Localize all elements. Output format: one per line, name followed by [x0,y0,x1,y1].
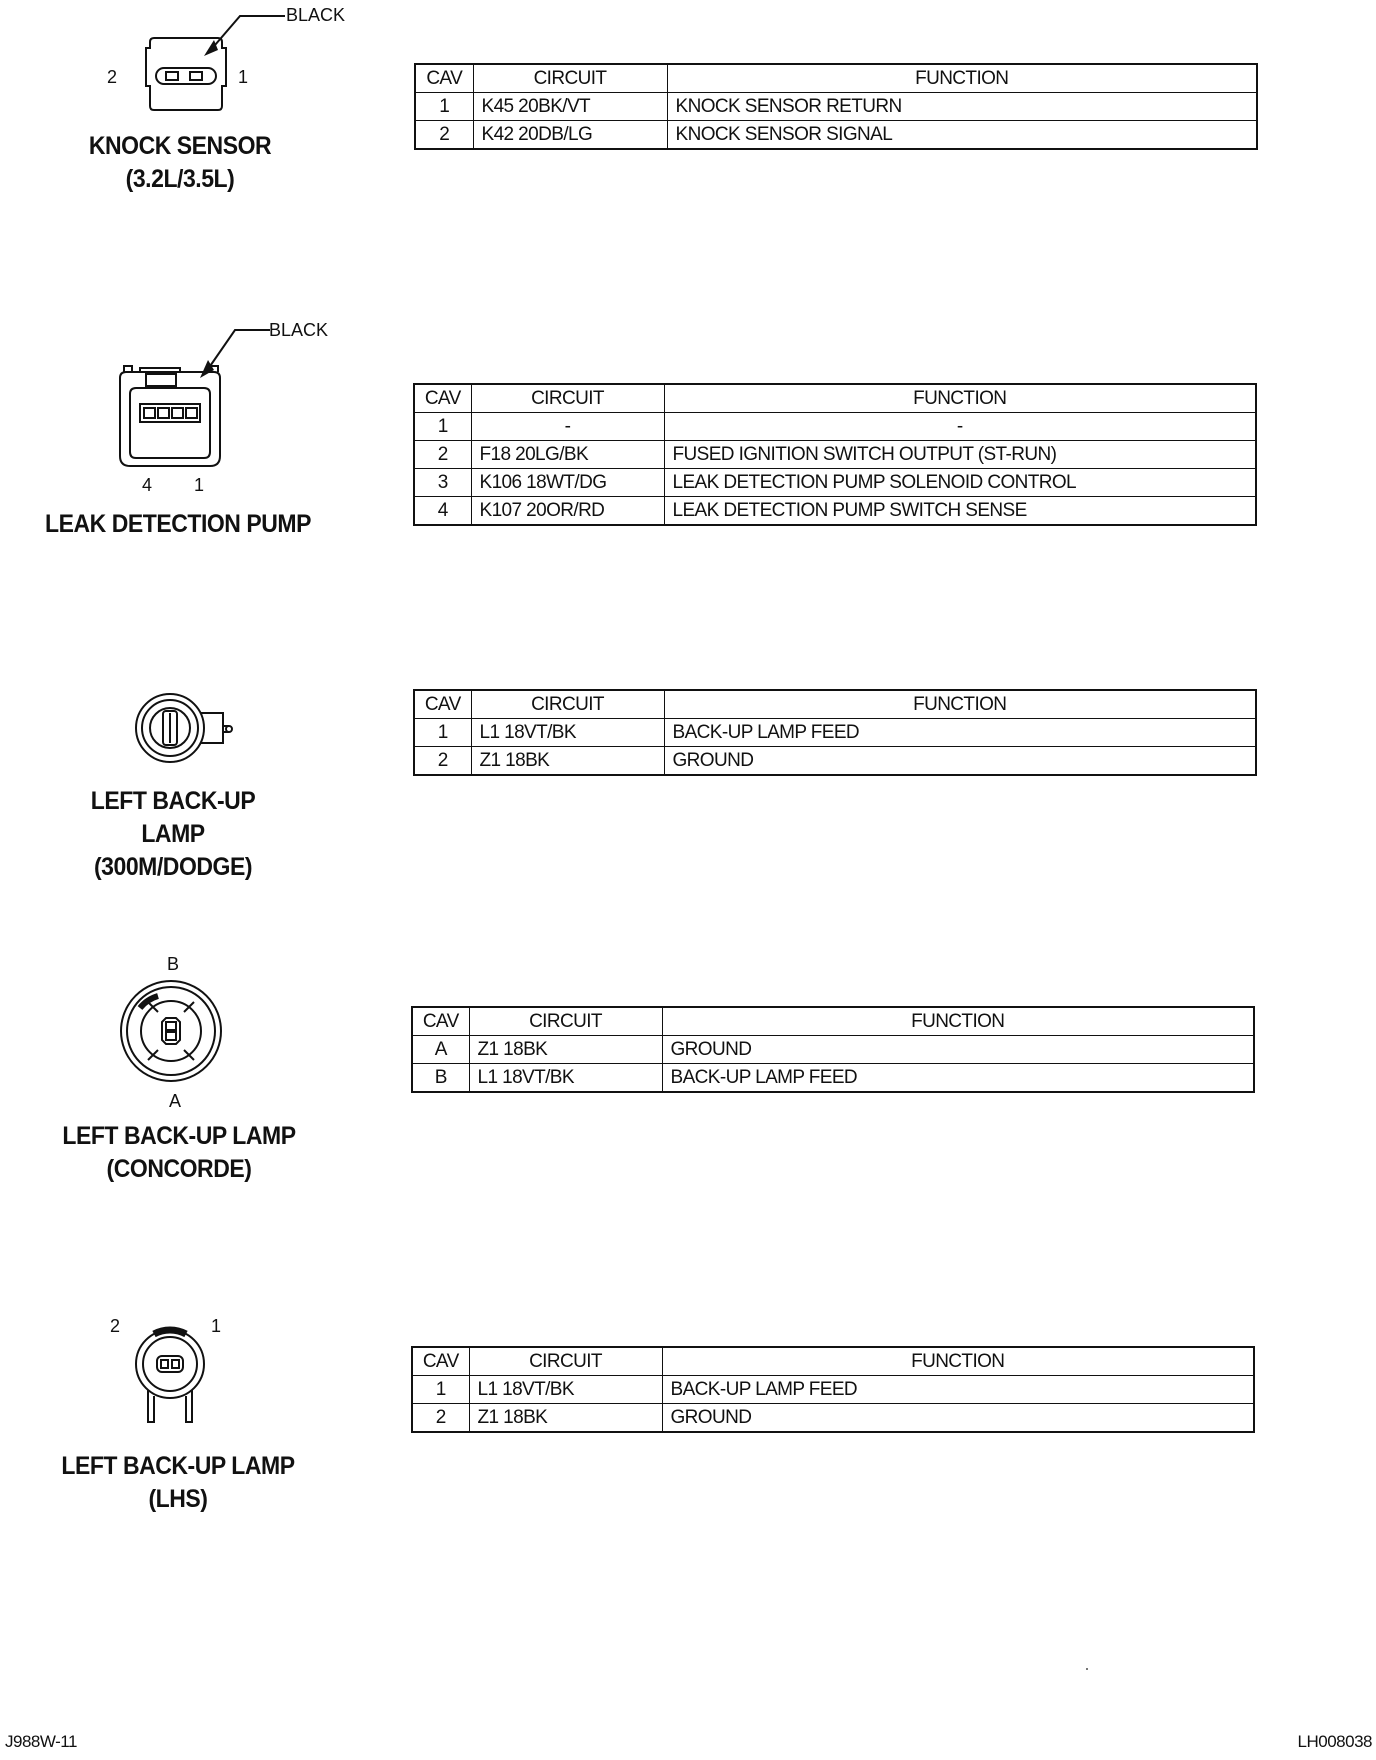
cell-cav: 2 [412,1404,469,1433]
header-function: FUNCTION [667,64,1257,93]
title-line: LEAK DETECTION PUMP [45,510,311,538]
header-function: FUNCTION [662,1347,1254,1376]
pin-label-right: 1 [238,67,249,87]
cell-function: KNOCK SENSOR SIGNAL [667,121,1257,150]
pin-label-right: 1 [211,1316,222,1336]
pin-label-right: 1 [194,475,205,495]
cell-cav: A [412,1036,469,1064]
bulb-socket-connector-icon [125,685,245,775]
title-line: LEFT BACK-UP LAMP [61,1452,295,1480]
cell-circuit: L1 18VT/BK [469,1376,662,1404]
title-line: LAMP [141,820,205,848]
cell-cav: 2 [415,121,473,150]
cell-function: LEAK DETECTION PUMP SOLENOID CONTROL [664,469,1256,497]
pin-label-left: 4 [142,475,153,495]
table-row [414,441,1256,469]
header-cav: CAV [412,1347,469,1376]
header-cav: CAV [415,64,473,93]
header-function: FUNCTION [662,1007,1254,1036]
table-row [414,719,1256,747]
cell-cav: B [412,1064,469,1093]
table-header-row [414,690,1256,719]
cell-circuit: L1 18VT/BK [469,1064,662,1093]
table-row [415,121,1257,150]
table-row [412,1064,1254,1093]
cell-cav: 1 [414,719,471,747]
cell-circuit: Z1 18BK [469,1036,662,1064]
cell-circuit: L1 18VT/BK [471,719,664,747]
cell-function: GROUND [662,1036,1254,1064]
cell-circuit: K107 20OR/RD [471,497,664,526]
header-cav: CAV [414,384,471,413]
connector-title [35,785,311,884]
header-circuit: CIRCUIT [471,690,664,719]
header-circuit: CIRCUIT [469,1007,662,1036]
cell-cav: 1 [412,1376,469,1404]
table-row [414,497,1256,526]
footer-figure-id: J988W-11 [5,1732,77,1751]
table-header-row [412,1347,1254,1376]
connector-color-label: BLACK [269,320,329,340]
table-row [412,1404,1254,1433]
cell-cav: 1 [415,93,473,121]
lamp-socket-connector-icon [126,1316,216,1426]
cell-function: BACK-UP LAMP FEED [662,1376,1254,1404]
cell-cav: 1 [414,413,471,441]
header-cav: CAV [412,1007,469,1036]
header-circuit: CIRCUIT [469,1347,662,1376]
cell-circuit: Z1 18BK [469,1404,662,1433]
table-row [414,469,1256,497]
connector-title [41,1120,317,1186]
connector-title [42,130,318,196]
header-function: FUNCTION [664,690,1256,719]
pinout-table [411,1006,1255,1093]
header-function: FUNCTION [664,384,1256,413]
pin-label-top: B [167,954,180,974]
pinout-table [414,63,1258,150]
table-row [414,747,1256,776]
connector-title [40,508,316,541]
cell-circuit: K106 18WT/DG [471,469,664,497]
pin-label-left: 2 [110,1316,121,1336]
footer-page-code: LH008038 [1297,1732,1372,1751]
title-line: (CONCORDE) [106,1155,252,1183]
table-row [412,1036,1254,1064]
connector-color-label: BLACK [286,5,346,25]
cell-function: LEAK DETECTION PUMP SWITCH SENSE [664,497,1256,526]
cell-circuit: Z1 18BK [471,747,664,776]
cell-function: FUSED IGNITION SWITCH OUTPUT (ST-RUN) [664,441,1256,469]
table-header-row [414,384,1256,413]
table-row [414,413,1256,441]
title-line: (LHS) [148,1485,208,1513]
connector-title [40,1450,316,1516]
round-socket-connector-icon [118,978,228,1088]
cell-cav: 2 [414,747,471,776]
pin-label-left: 2 [107,67,118,87]
cell-circuit: K42 20DB/LG [473,121,667,150]
header-circuit: CIRCUIT [473,64,667,93]
title-line: (3.2L/3.5L) [125,165,235,193]
pinout-table [413,689,1257,776]
cell-cav: 4 [414,497,471,526]
table-header-row [415,64,1257,93]
cell-function: GROUND [664,747,1256,776]
cell-cav: 2 [414,441,471,469]
pinout-table [411,1346,1255,1433]
table-row [412,1376,1254,1404]
title-line: LEFT BACK-UP [90,787,256,815]
pinout-table [413,383,1257,526]
cell-function: BACK-UP LAMP FEED [664,719,1256,747]
cell-circuit: K45 20BK/VT [473,93,667,121]
cell-function: - [664,413,1256,441]
cell-function: GROUND [662,1404,1254,1433]
table-header-row [412,1007,1254,1036]
header-circuit: CIRCUIT [471,384,664,413]
scan-speck [1086,1668,1088,1670]
pin-label-bottom: A [169,1091,182,1111]
header-cav: CAV [414,690,471,719]
title-line: (300M/DODGE) [93,853,253,881]
leak-detection-pump-connector-icon [110,320,340,470]
title-line: KNOCK SENSOR [88,132,272,160]
cell-circuit: - [471,413,664,441]
cell-circuit: F18 20LG/BK [471,441,664,469]
title-line: LEFT BACK-UP LAMP [62,1122,296,1150]
cell-function: BACK-UP LAMP FEED [662,1064,1254,1093]
cell-function: KNOCK SENSOR RETURN [667,93,1257,121]
cell-cav: 3 [414,469,471,497]
knock-sensor-connector-icon [120,8,310,118]
table-row [415,93,1257,121]
